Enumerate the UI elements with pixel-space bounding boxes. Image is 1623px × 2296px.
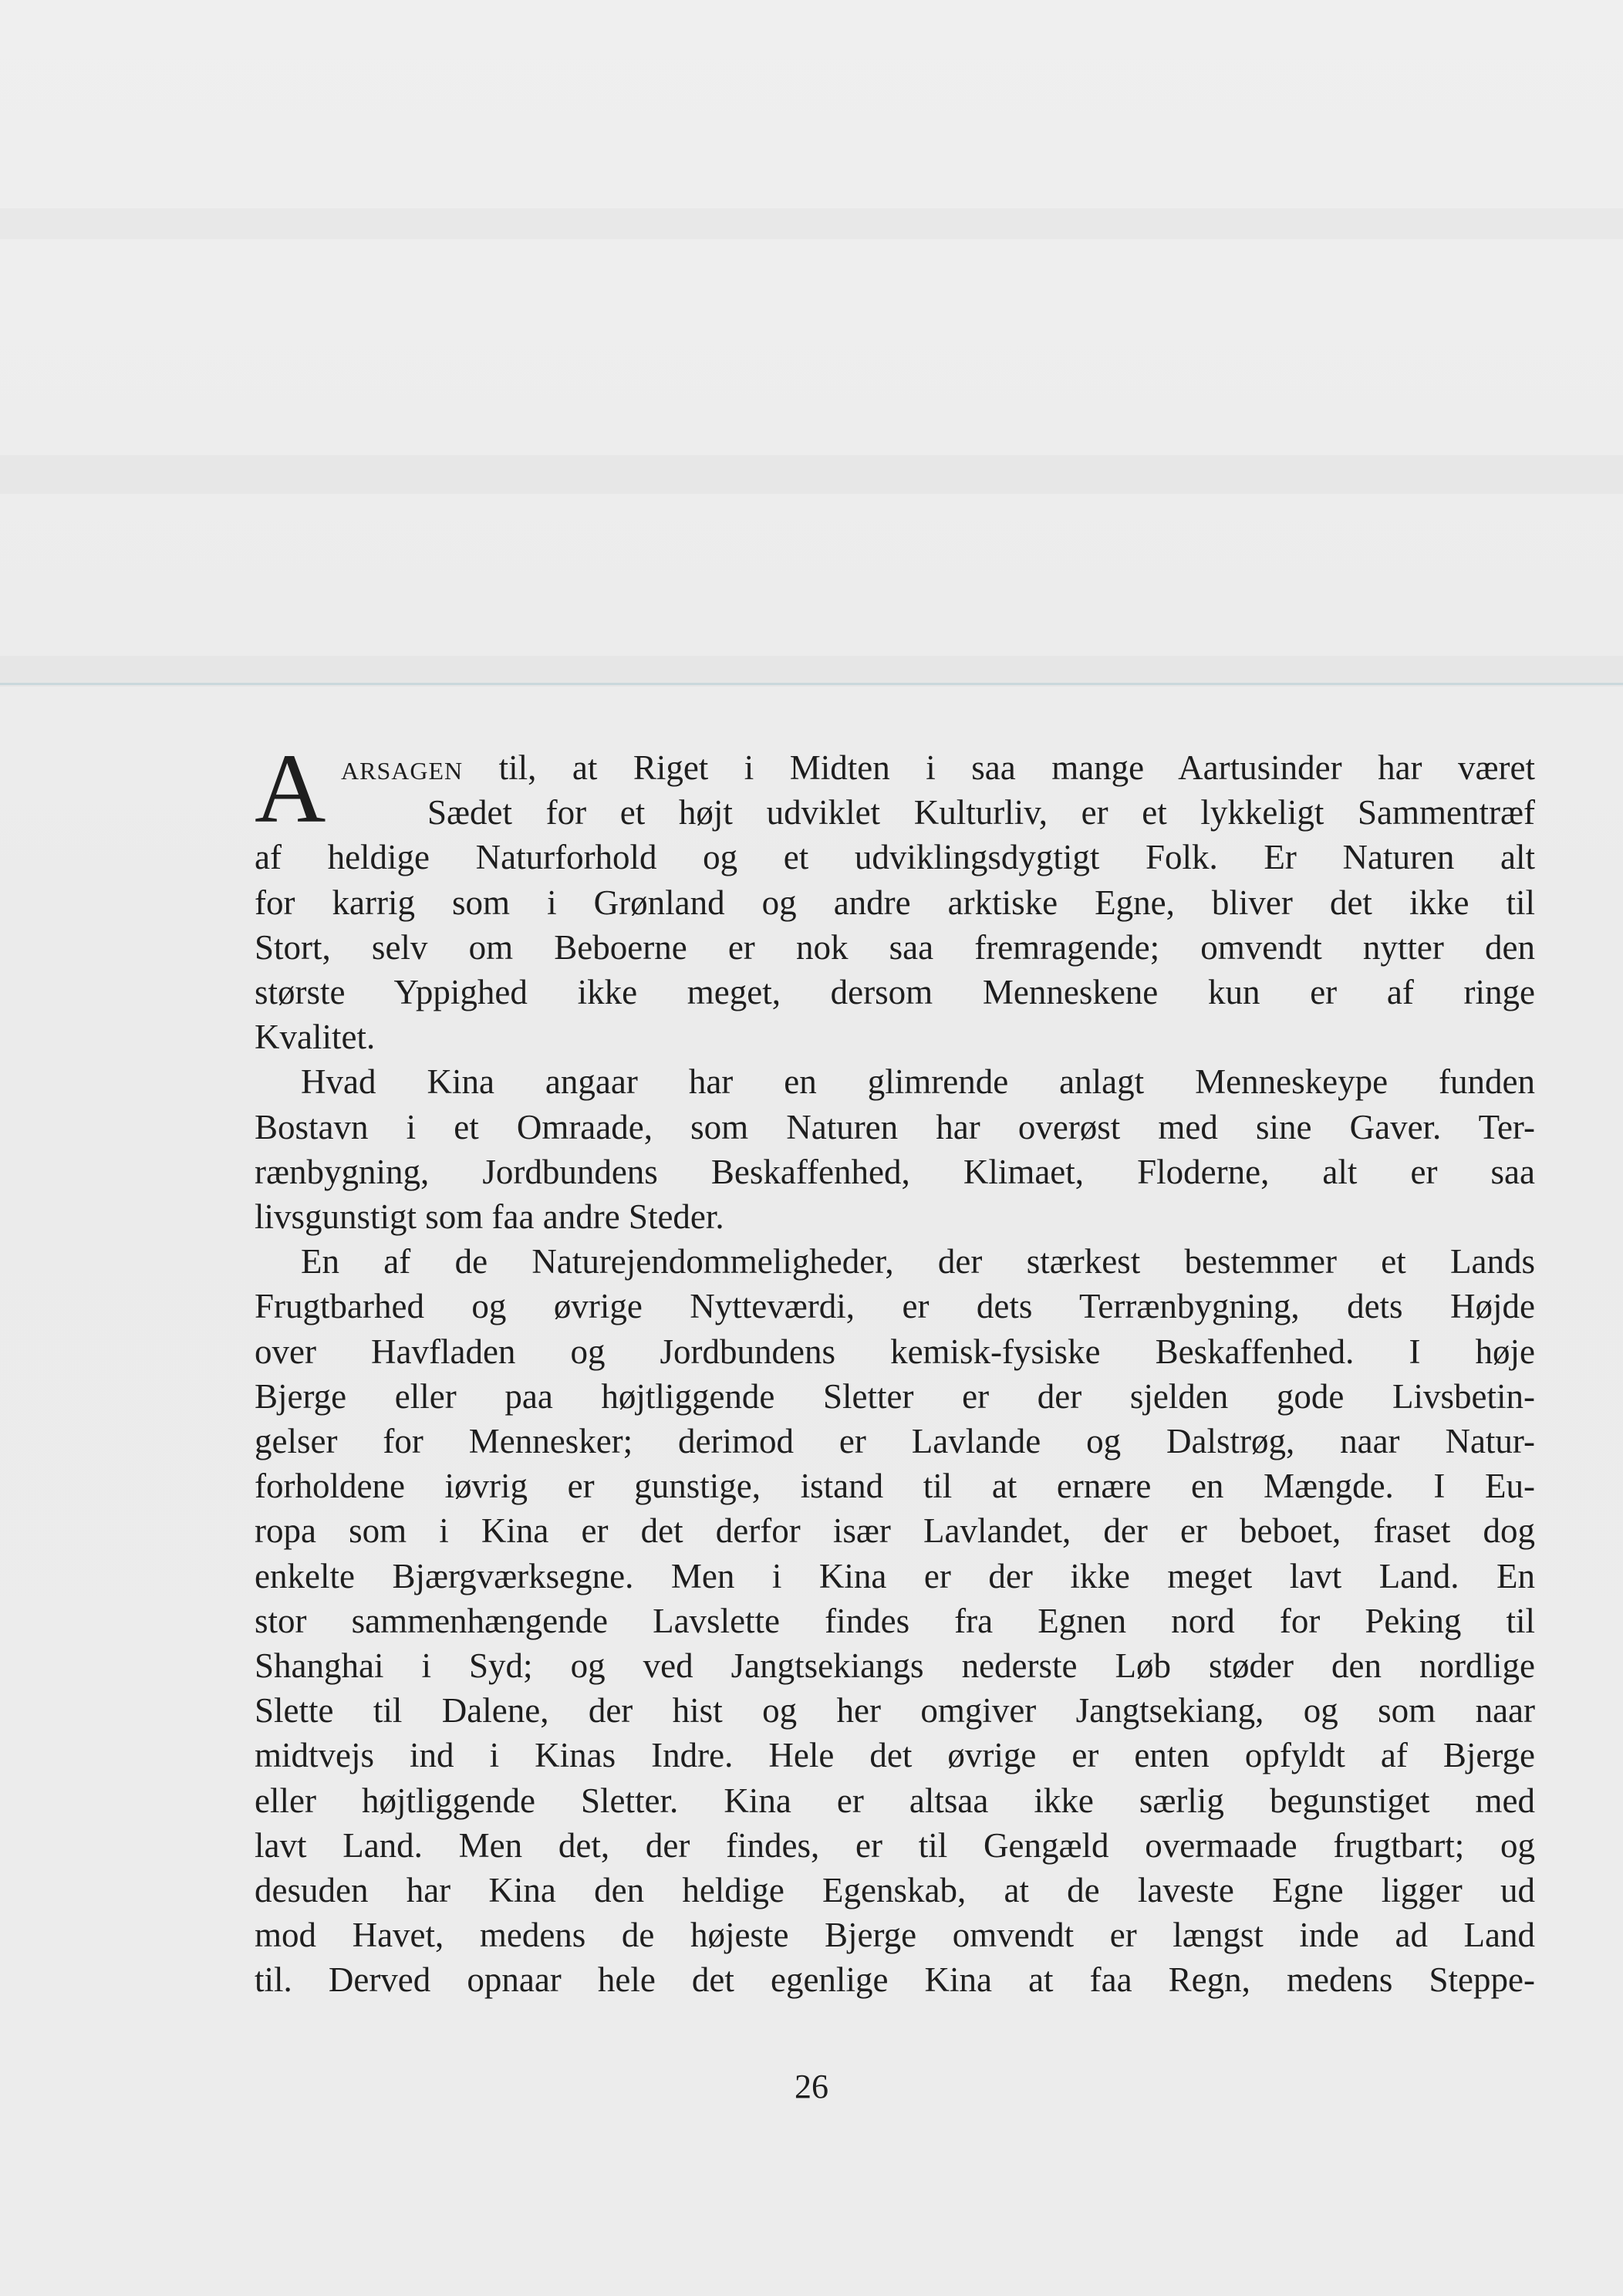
text-line: midtvejs ind i Kinas Indre. Hele det øvrige er enten opfyldt af Bjerge (255, 1736, 1535, 1775)
text-line: rænbygning, Jordbundens Beskaffenhed, Klimaet, Floderne, alt er saa (255, 1152, 1535, 1191)
text-line: af heldige Naturforhold og et udviklingsdygtigt Folk. Er Naturen alt (255, 838, 1535, 877)
text-line: forholdene iøvrig er gunstige, istand til at ernære en Mængde. I Eu- (255, 1467, 1535, 1506)
paragraph-3 (255, 1239, 1535, 2002)
body-text (255, 734, 1535, 2003)
text-line: En af de Naturejendommeligheder, der stærkest bestemmer et Lands (301, 1242, 1535, 1281)
text-line: over Havfladen og Jordbundens kemisk-fysiske Beskaffenhed. I høje (255, 1332, 1535, 1371)
text-line: desuden har Kina den heldige Egenskab, at de laveste Egne ligger ud (255, 1871, 1535, 1910)
drop-cap: A (255, 734, 326, 843)
text-line: enkelte Bjærgværksegne. Men i Kina er der ikke meget lavt Land. En (255, 1556, 1535, 1595)
page-number: 26 (795, 2068, 828, 2105)
text-line: ropa som i Kina er det derfor især Lavlandet, der er beboet, fraset dog (255, 1511, 1535, 1551)
text-line: stor sammenhængende Lavslette findes fra Egnen nord for Peking til (255, 1601, 1535, 1640)
text-line: arsagen til, at Riget i Midten i saa mange Aartusinder har været (341, 748, 1535, 787)
bleed-through-band (0, 455, 1623, 494)
text-line: Frugtbarhed og øvrige Nytteværdi, er dets Terrænbygning, dets Højde (255, 1287, 1535, 1326)
text-line: mod Havet, medens de højeste Bjerge omvendt er længst inde ad Land (255, 1916, 1535, 1955)
lead-word: arsagen (341, 748, 464, 787)
text-line: for karrig som i Grønland og andre arktiske Egne, bliver det ikke til (255, 883, 1535, 922)
text-line: Bostavn i et Omraade, som Naturen har overøst med sine Gaver. Ter- (255, 1107, 1535, 1146)
bleed-through-band (0, 656, 1623, 687)
text-line: lavt Land. Men det, der findes, er til Gengæld overmaade frugtbart; og (255, 1825, 1535, 1865)
text-line: største Yppighed ikke meget, dersom Menneskene kun er af ringe (255, 973, 1535, 1012)
text-line: Sædet for et højt udviklet Kulturliv, er et lykkeligt Sammentræf (427, 793, 1535, 832)
text-line: livsgunstigt som faa andre Steder. (255, 1197, 724, 1237)
text-line: Stort, selv om Beboerne er nok saa fremragende; omvendt nytter den (255, 927, 1535, 967)
text-line: Kvalitet. (255, 1018, 376, 1057)
text-line: Hvad Kina angaar har en glimrende anlagt Menneskeype funden (301, 1062, 1535, 1102)
bleed-through-band (0, 208, 1623, 239)
text-line: gelser for Mennesker; derimod er Lavlande og Dalstrøg, naar Natur- (255, 1422, 1535, 1461)
scan-line (0, 683, 1623, 685)
text-line: Bjerge eller paa højtliggende Sletter er der sjelden gode Livsbetin- (255, 1376, 1535, 1416)
text-line: eller højtliggende Sletter. Kina er altsaa ikke særlig begunstiget med (255, 1781, 1535, 1820)
paragraph-1 (255, 734, 1535, 1059)
text-line: Shanghai i Syd; og ved Jangtsekiangs nederste Løb støder den nordlige (255, 1646, 1535, 1686)
text-line: til. Derved opnaar hele det egenlige Kina at faa Regn, medens Steppe- (255, 1960, 1535, 2000)
paragraph-2 (255, 1059, 1535, 1239)
text-line: Slette til Dalene, der hist og her omgiver Jangtsekiang, og som naar (255, 1691, 1535, 1730)
